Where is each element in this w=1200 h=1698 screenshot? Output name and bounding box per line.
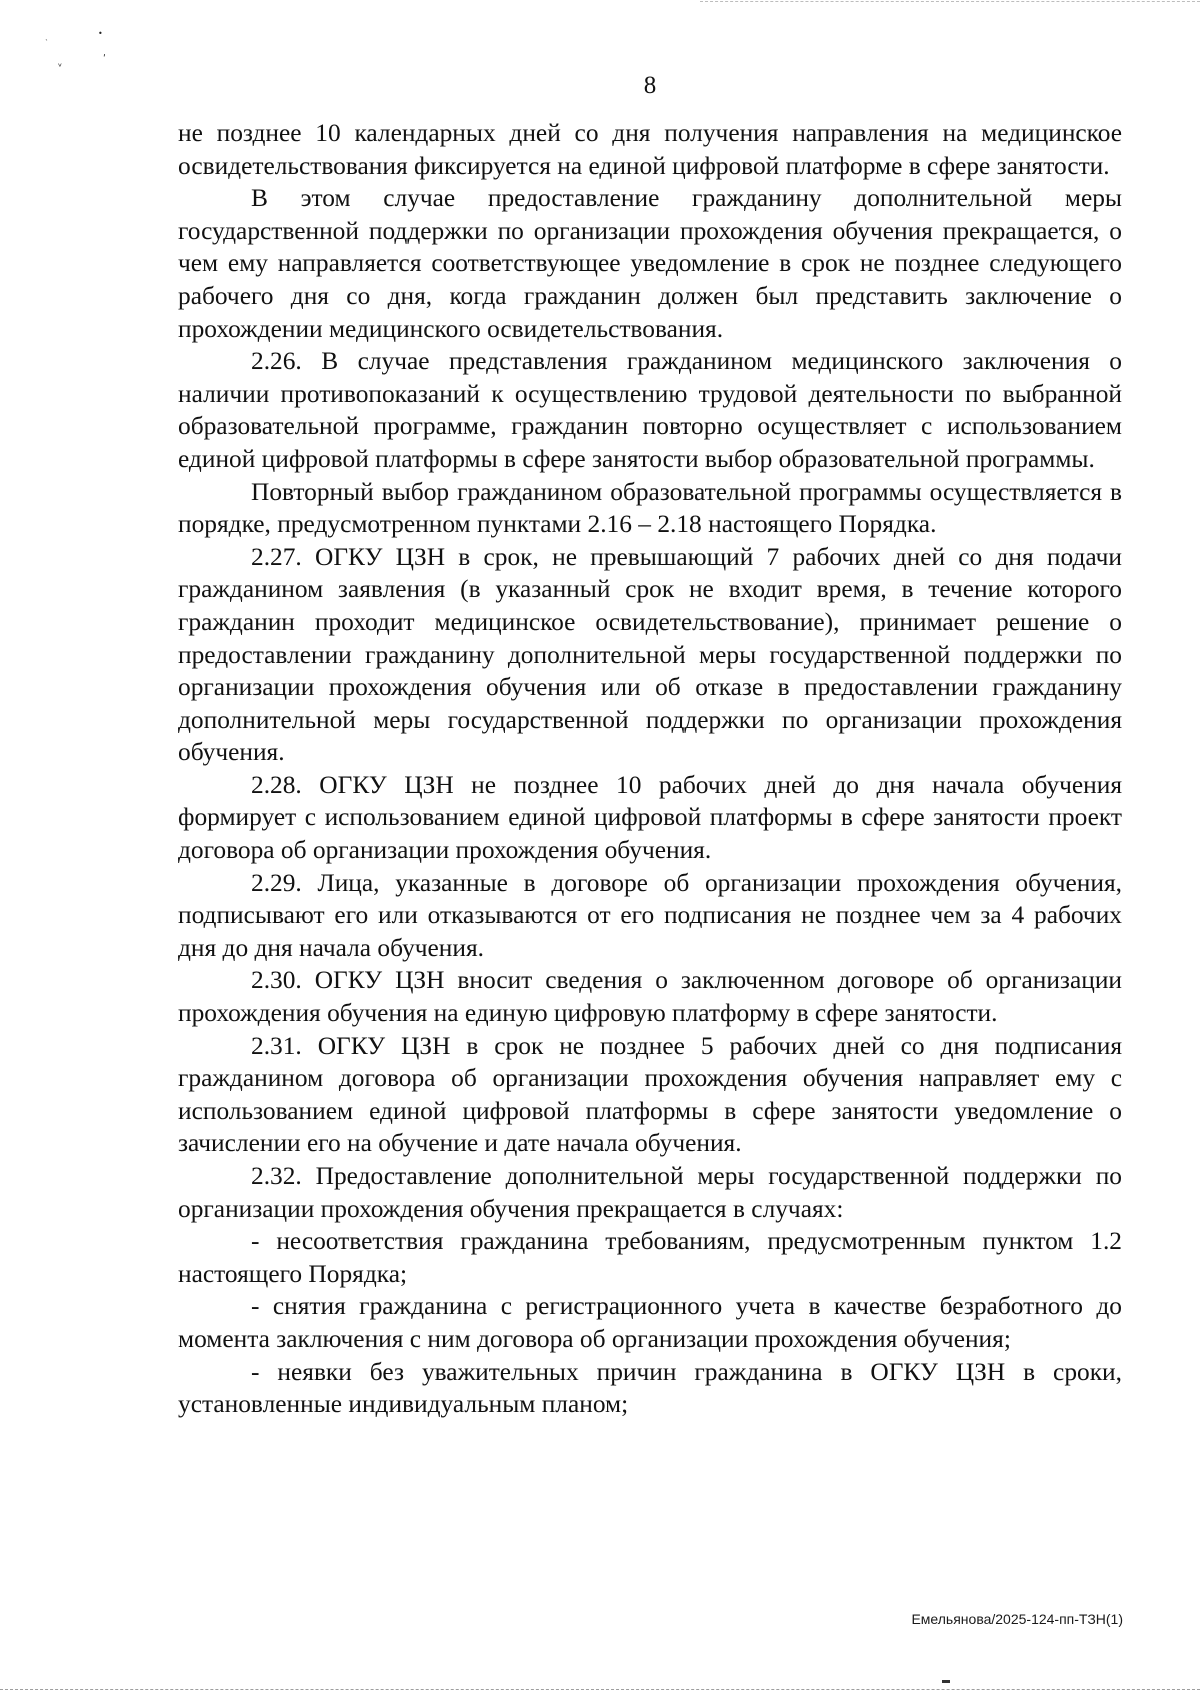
paragraph-clause-2-27: 2.27. ОГКУ ЦЗН в срок, не превышающий 7 рабочих дней со дня подачи гражданином заявления (в указанный срок не входит время, в течение которого гражданин проходит медицинское освидетельствование), принимает решение о предоставлении гражданину дополнительной меры государственной поддержки по организации прохождения обучения или об отказе в предоставлении гражданину дополнительной меры государственной поддержки по организации прохождения обучения. [178, 542, 1122, 767]
paragraph-clause-2-28: 2.28. ОГКУ ЦЗН не позднее 10 рабочих дней до дня начала обучения формирует с использованием единой цифровой платформы в сфере занятости проект договора об организации прохождения обучения. [178, 770, 1122, 865]
scan-speck: ᵛ [58, 62, 63, 73]
scan-speck: ` [45, 39, 49, 47]
paragraph-clause-2-26: 2.26. В случае представления гражданином медицинского заключения о наличии противопоказаний к осуществлению трудовой деятельности по выбранной образовательной программе, гражданин повторно осуществляет с использованием единой цифровой платформы в сфере занятости выбор образовательной программы. [178, 347, 1122, 473]
document-body [178, 117, 1122, 1421]
paragraph: Повторный выбор гражданином образовательной программы осуществляется в порядке, предусмотренном пунктами 2.16 – 2.18 настоящего Порядка. [178, 477, 1122, 539]
list-item: - несоответствия гражданина требованиям, предусмотренным пунктом 1.2 настоящего Порядка; [178, 1227, 1122, 1288]
list-item: - снятия гражданина с регистрационного учета в качестве безработного до момента заключения с ним договора об организации прохождения обучения; [178, 1292, 1122, 1353]
page-number: 8 [643, 72, 657, 99]
scan-mark [942, 1680, 950, 1683]
list-item: - неявки без уважительных причин гражданина в ОГКУ ЦЗН в сроки, установленные индивидуальным планом; [178, 1357, 1122, 1419]
paragraph-clause-2-30: 2.30. ОГКУ ЦЗН вносит сведения о заключенном договоре об организации прохождения обучения на единую цифровую платформу в сфере занятости. [178, 966, 1122, 1028]
scan-speck: • [98, 29, 103, 38]
scan-speck: ʹ [103, 54, 106, 65]
paragraph-clause-2-31: 2.31. ОГКУ ЦЗН в срок не позднее 5 рабочих дней со дня подписания гражданином договора об организации прохождения обучения направляет ему с использованием единой цифровой платформы в сфере занятости уведомление о зачислении его на обучение и дате начала обучения. [178, 1031, 1122, 1158]
scan-top-edge [700, 1, 1200, 2]
paragraph: не позднее 10 календарных дней со дня получения направления на медицинское освидетельствования фиксируется на единой цифровой платформе в сфере занятости. [178, 119, 1122, 180]
paragraph: В этом случае предоставление гражданину дополнительной меры государственной поддержки по организации прохождения обучения прекращается, о чем ему направляется соответствующее уведомление в срок не позднее следующего рабочего дня со дня, когда гражданин должен был представить заключение о прохождении медицинского освидетельствования. [178, 184, 1122, 343]
paragraph-clause-2-32: 2.32. Предоставление дополнительной меры государственной поддержки по организации прохождения обучения прекращается в случаях: [178, 1162, 1122, 1223]
scan-bottom-edge [0, 1689, 1200, 1690]
paragraph-clause-2-29: 2.29. Лица, указанные в договоре об организации прохождения обучения, подписывают его или отказываются от его подписания не позднее чем за 4 рабочих дня до дня начала обучения. [178, 868, 1122, 962]
document-footer-code: Емельянова/2025-124-пп-ТЗН(1) [911, 1611, 1123, 1627]
